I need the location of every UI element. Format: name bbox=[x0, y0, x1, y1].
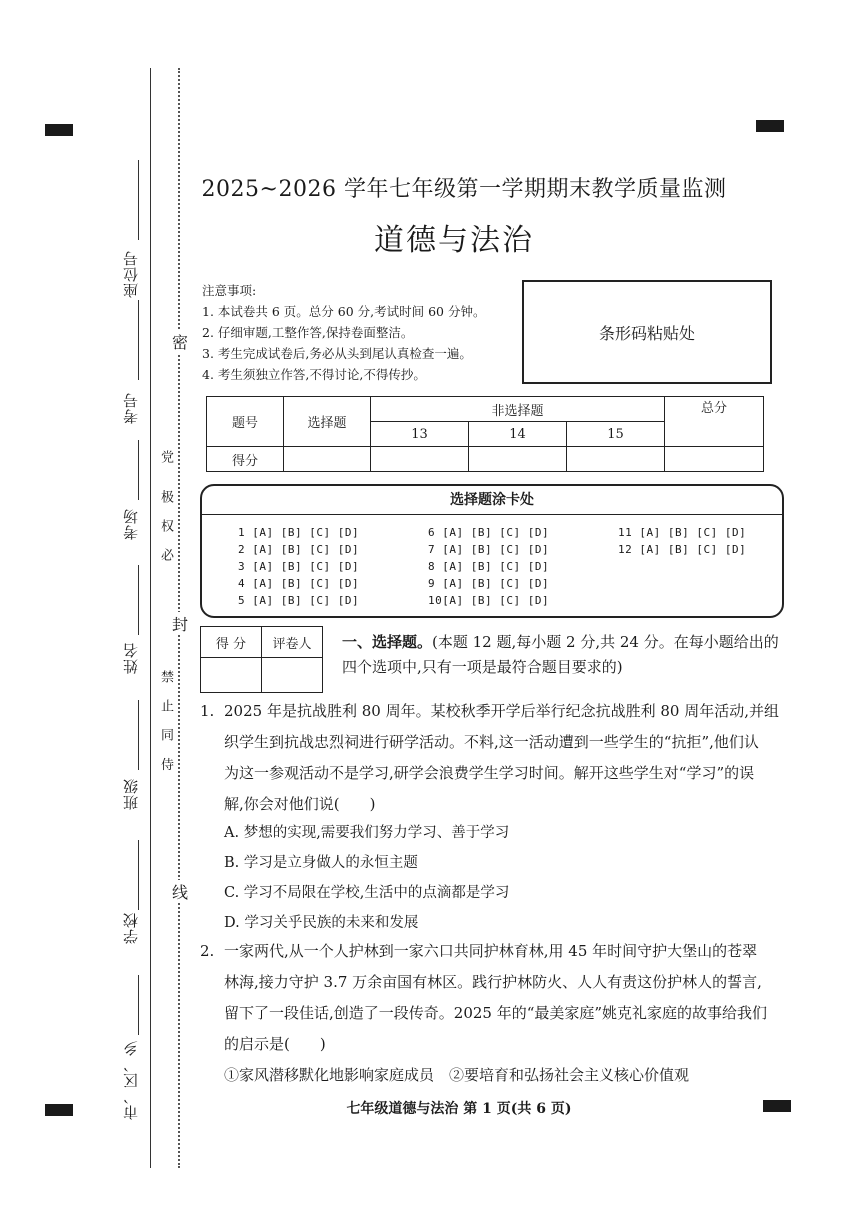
answer-bubble-row[interactable]: 5 [A] [B] [C] [D] bbox=[238, 594, 360, 607]
label-district: 市、区、乡 bbox=[122, 1040, 140, 1120]
page-footer: 七年级道德与法治 第 1 页(共 6 页) bbox=[346, 1101, 572, 1117]
grader-name-label: 评卷人 bbox=[262, 627, 323, 658]
option-a: A. 梦想的实现,需要我们努力学习、善于学习 bbox=[224, 825, 510, 841]
question-stem-line: 2025 年是抗战胜利 80 周年。某校秋季开学后举行纪念抗战胜利 80 周年活动,并组 bbox=[224, 702, 779, 720]
label-school: 学校 bbox=[122, 912, 140, 944]
score-table-header-choice: 选择题 bbox=[284, 397, 371, 447]
notice-item: 1. 本试卷共 6 页。总分 60 分,考试时间 60 分钟。 bbox=[202, 304, 486, 319]
exam-title: 2025~2026 学年七年级第一学期期末教学质量监测 bbox=[201, 177, 727, 202]
subject-title: 道德与法治 bbox=[374, 223, 534, 258]
label-exam-number: 考号 bbox=[122, 392, 140, 424]
seal-char-feng: 封 bbox=[172, 612, 188, 635]
score-cell-14[interactable] bbox=[469, 447, 567, 472]
grader-box bbox=[200, 626, 323, 693]
registration-mark-top-left bbox=[45, 124, 73, 136]
section-description: (本题 12 题,每小题 2 分,共 24 分。在每小题给出的四个选项中,只有一项是最符合题目要求的) bbox=[342, 633, 779, 676]
score-cell-total[interactable] bbox=[665, 447, 764, 472]
answer-sheet-area bbox=[200, 484, 784, 618]
score-table-header-total: 总分 bbox=[665, 397, 764, 447]
question-number: 1. bbox=[200, 702, 215, 720]
answer-bubble-row[interactable]: 9 [A] [B] [C] [D] bbox=[428, 577, 550, 590]
class-blank bbox=[138, 700, 139, 770]
seal-char-xian: 线 bbox=[172, 880, 188, 903]
answer-bubble-row[interactable]: 3 [A] [B] [C] [D] bbox=[238, 560, 360, 573]
answer-bubble-row[interactable]: 2 [A] [B] [C] [D] bbox=[238, 543, 360, 556]
score-table-col-14: 14 bbox=[469, 422, 567, 447]
question-stem-line: 织学生到抗战忠烈祠进行研学活动。不料,这一活动遭到一些学生的“抗拒”,他们认 bbox=[224, 733, 759, 751]
notice-heading: 注意事项: bbox=[202, 283, 257, 298]
name-blank bbox=[138, 565, 139, 635]
score-table-header-nonchoice: 非选择题 bbox=[371, 397, 665, 422]
grader-score-label: 得 分 bbox=[201, 627, 262, 658]
question-stem-line: 林海,接力守护 3.7 万余亩国有林区。践行护林防火、人人有责这份护林人的誓言, bbox=[224, 973, 762, 991]
grader-score-cell[interactable] bbox=[201, 658, 262, 693]
question-statements: ①家风潜移默化地影响家庭成员 ②要培育和弘扬社会主义核心价值观 bbox=[224, 1066, 690, 1084]
question-stem-line: 为这一参观活动不是学习,研学会浪费学生学习时间。解开这些学生对“学习”的误 bbox=[224, 764, 755, 782]
score-cell-choice[interactable] bbox=[284, 447, 371, 472]
label-class: 班级 bbox=[122, 778, 140, 810]
score-table-col-13: 13 bbox=[371, 422, 469, 447]
score-table bbox=[206, 396, 764, 472]
answer-bubble-row[interactable]: 1 [A] [B] [C] [D] bbox=[238, 526, 360, 539]
district-blank bbox=[138, 975, 139, 1035]
answer-bubble-row[interactable]: 12 [A] [B] [C] [D] bbox=[618, 543, 747, 556]
registration-mark-top-right bbox=[756, 120, 784, 132]
school-blank bbox=[138, 840, 139, 910]
answer-bubble-row[interactable]: 6 [A] [B] [C] [D] bbox=[428, 526, 550, 539]
answer-bubble-row[interactable]: 4 [A] [B] [C] [D] bbox=[238, 577, 360, 590]
score-cell-15[interactable] bbox=[567, 447, 665, 472]
option-b: B. 学习是立身做人的永恒主题 bbox=[224, 855, 418, 871]
section-title: 一、选择题。 bbox=[342, 633, 433, 651]
label-exam-room: 考场 bbox=[122, 508, 140, 540]
notice-item: 3. 考生完成试卷后,务必从头到尾认真检查一遍。 bbox=[202, 346, 472, 361]
notice-item: 4. 考生须独立作答,不得讨论,不得传抄。 bbox=[202, 367, 426, 382]
answer-bubble-row[interactable]: 11 [A] [B] [C] [D] bbox=[618, 526, 747, 539]
answer-sheet-heading: 选择题涂卡处 bbox=[202, 486, 782, 515]
answer-bubble-row[interactable]: 7 [A] [B] [C] [D] bbox=[428, 543, 550, 556]
label-name: 姓名 bbox=[122, 642, 140, 674]
question-stem-line: 留下了一段佳话,创造了一段传奇。2025 年的“最美家庭”姚克礼家庭的故事给我们 bbox=[224, 1004, 768, 1022]
question-number: 2. bbox=[200, 942, 215, 960]
score-cell-13[interactable] bbox=[371, 447, 469, 472]
label-seat: 座位号 bbox=[122, 250, 140, 298]
option-c: C. 学习不局限在学校,生活中的点滴都是学习 bbox=[224, 885, 510, 901]
section-heading bbox=[342, 630, 782, 680]
warning-chars-low: 禁 止 同 侍 bbox=[158, 670, 173, 777]
notice-block bbox=[202, 280, 485, 385]
warning-chars-mid: 极 权 必 bbox=[158, 490, 173, 568]
answer-bubble-row[interactable]: 8 [A] [B] [C] [D] bbox=[428, 560, 550, 573]
grader-name-cell[interactable] bbox=[262, 658, 323, 693]
examno-blank bbox=[138, 300, 139, 380]
barcode-label: 条形码粘贴处 bbox=[598, 323, 695, 343]
warning-char-top: 党 bbox=[158, 450, 173, 469]
score-table-row-score: 得分 bbox=[207, 447, 284, 472]
option-d: D. 学习关乎民族的未来和发展 bbox=[224, 915, 419, 931]
score-table-col-15: 15 bbox=[567, 422, 665, 447]
answer-bubble-row[interactable]: 10[A] [B] [C] [D] bbox=[428, 594, 550, 607]
seal-char-mi: 密 bbox=[172, 330, 188, 353]
question-stem-line: 的启示是( ) bbox=[224, 1035, 326, 1053]
room-blank bbox=[138, 440, 139, 500]
barcode-area bbox=[522, 280, 772, 384]
notice-item: 2. 仔细审题,工整作答,保持卷面整洁。 bbox=[202, 325, 414, 340]
score-table-header-qno: 题号 bbox=[207, 397, 284, 447]
question-stem-line: 解,你会对他们说( ) bbox=[224, 795, 376, 813]
question-stem-line: 一家两代,从一个人护林到一家六口共同护林育林,用 45 年时间守护大堡山的苍翠 bbox=[224, 942, 758, 960]
